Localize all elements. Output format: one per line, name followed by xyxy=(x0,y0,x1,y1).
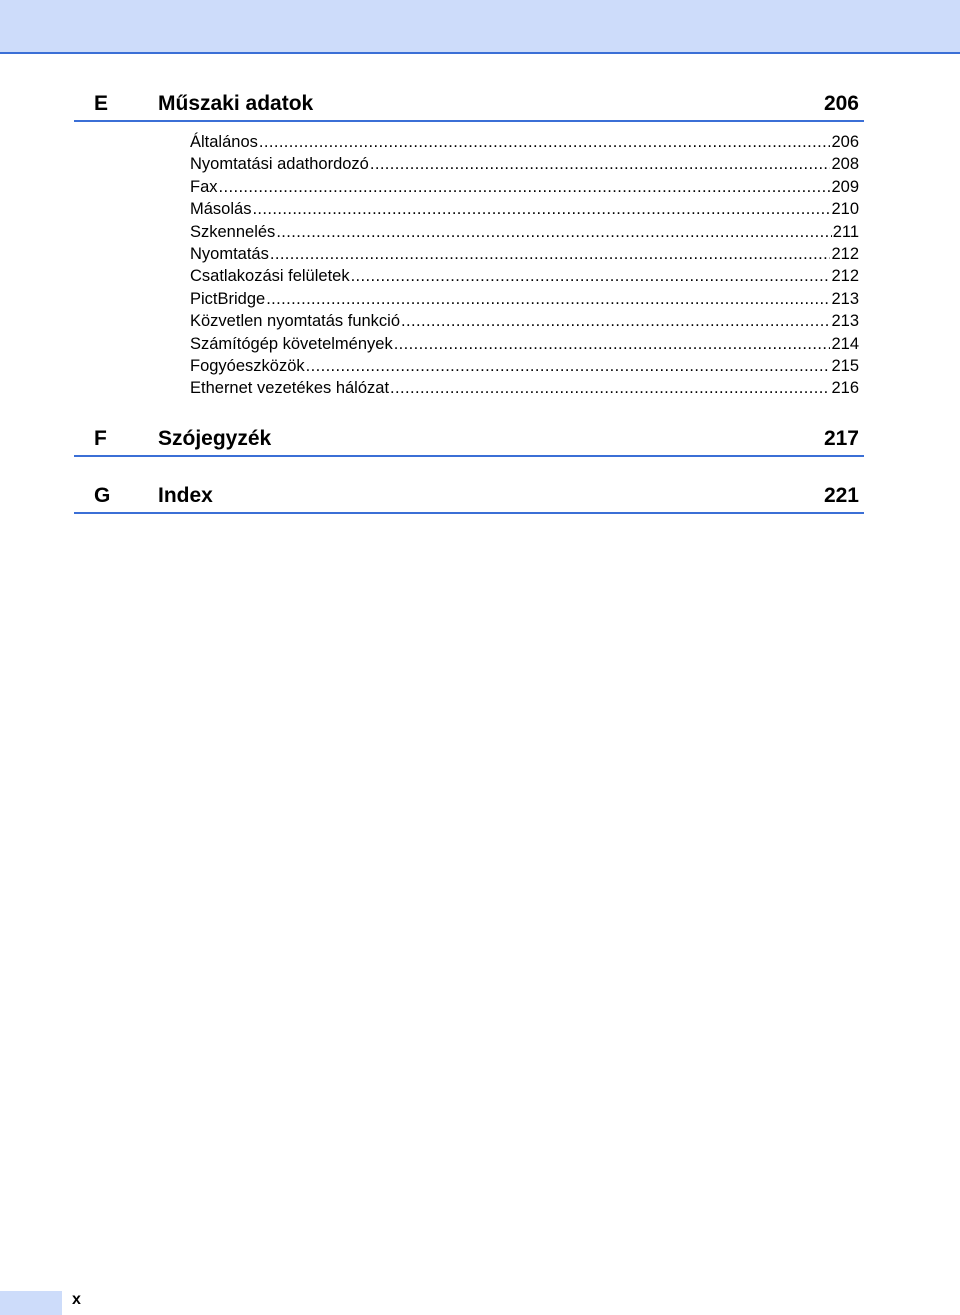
dot-leader xyxy=(266,288,830,310)
chapter-title: Index xyxy=(158,484,213,507)
dot-leader xyxy=(370,153,831,175)
toc-entry-label: Másolás xyxy=(190,200,252,219)
toc-entry-label: Számítógép követelmények xyxy=(190,334,393,353)
footer-tab xyxy=(0,1291,62,1315)
toc-entry-label: Fogyóeszközök xyxy=(190,356,305,375)
toc-entry-page: 208 xyxy=(831,155,859,174)
toc-entry[interactable] xyxy=(190,198,859,220)
toc-entry-page: 215 xyxy=(831,356,859,375)
chapter-heading-f[interactable] xyxy=(74,419,864,457)
toc-entry[interactable] xyxy=(190,265,859,287)
toc-entry-page: 213 xyxy=(831,312,859,331)
toc-entry[interactable] xyxy=(190,243,859,265)
toc-entry-label: Csatlakozási felületek xyxy=(190,267,350,286)
chapter-heading-g[interactable] xyxy=(74,476,864,514)
toc-entry-page: 210 xyxy=(831,200,859,219)
header-band xyxy=(0,0,960,54)
toc-entry-label: Közvetlen nyomtatás funkció xyxy=(190,312,401,331)
chapter-letter: F xyxy=(94,427,107,450)
toc-entry-label: Ethernet vezetékes hálózat xyxy=(190,379,390,398)
chapter-letter: E xyxy=(94,92,109,115)
toc-entry-label: PictBridge xyxy=(190,289,266,308)
toc-entry-page: 212 xyxy=(831,267,859,286)
dot-leader xyxy=(252,198,830,220)
dot-leader xyxy=(401,310,830,332)
toc-entry[interactable] xyxy=(190,176,859,198)
dot-leader xyxy=(270,243,831,265)
dot-leader xyxy=(276,221,831,243)
page-number: x xyxy=(72,1291,81,1308)
toc-entry-page: 212 xyxy=(831,244,859,263)
chapter-title: Szójegyzék xyxy=(158,427,272,450)
toc-entry-page: 216 xyxy=(831,379,859,398)
toc-entry-list xyxy=(190,131,859,400)
toc-entry-label: Nyomtatás xyxy=(190,244,269,263)
toc-entry-label: Általános xyxy=(190,133,258,151)
chapter-page-number: 206 xyxy=(823,92,859,115)
toc-entry[interactable] xyxy=(190,131,859,153)
dot-leader xyxy=(351,265,831,287)
toc-entry[interactable] xyxy=(190,333,859,355)
toc-entry[interactable] xyxy=(190,310,859,332)
chapter-page-number: 217 xyxy=(823,427,859,450)
dot-leader xyxy=(259,131,831,153)
dot-leader xyxy=(390,377,830,399)
toc-entry[interactable] xyxy=(190,153,859,175)
toc-entry-page: 209 xyxy=(831,177,859,196)
toc-entry-page: 214 xyxy=(831,334,859,353)
toc-entry-label: Nyomtatási adathordozó xyxy=(190,155,369,174)
toc-entry[interactable] xyxy=(190,221,859,243)
toc-entry-page: 206 xyxy=(831,133,859,151)
chapter-letter: G xyxy=(94,484,111,507)
dot-leader xyxy=(306,355,831,377)
chapter-title: Műszaki adatok xyxy=(158,92,314,115)
toc-entry-page: 211 xyxy=(832,222,859,241)
toc-entry-label: Szkennelés xyxy=(190,222,276,241)
dot-leader xyxy=(219,176,831,198)
toc-entry-label: Fax xyxy=(190,177,218,196)
toc-entry[interactable] xyxy=(190,377,859,399)
chapter-heading-e[interactable] xyxy=(74,84,864,122)
toc-entry[interactable] xyxy=(190,288,859,310)
toc-entry-page: 213 xyxy=(831,289,859,308)
toc-entry[interactable] xyxy=(190,355,859,377)
dot-leader xyxy=(394,333,831,355)
chapter-page-number: 221 xyxy=(823,484,859,507)
